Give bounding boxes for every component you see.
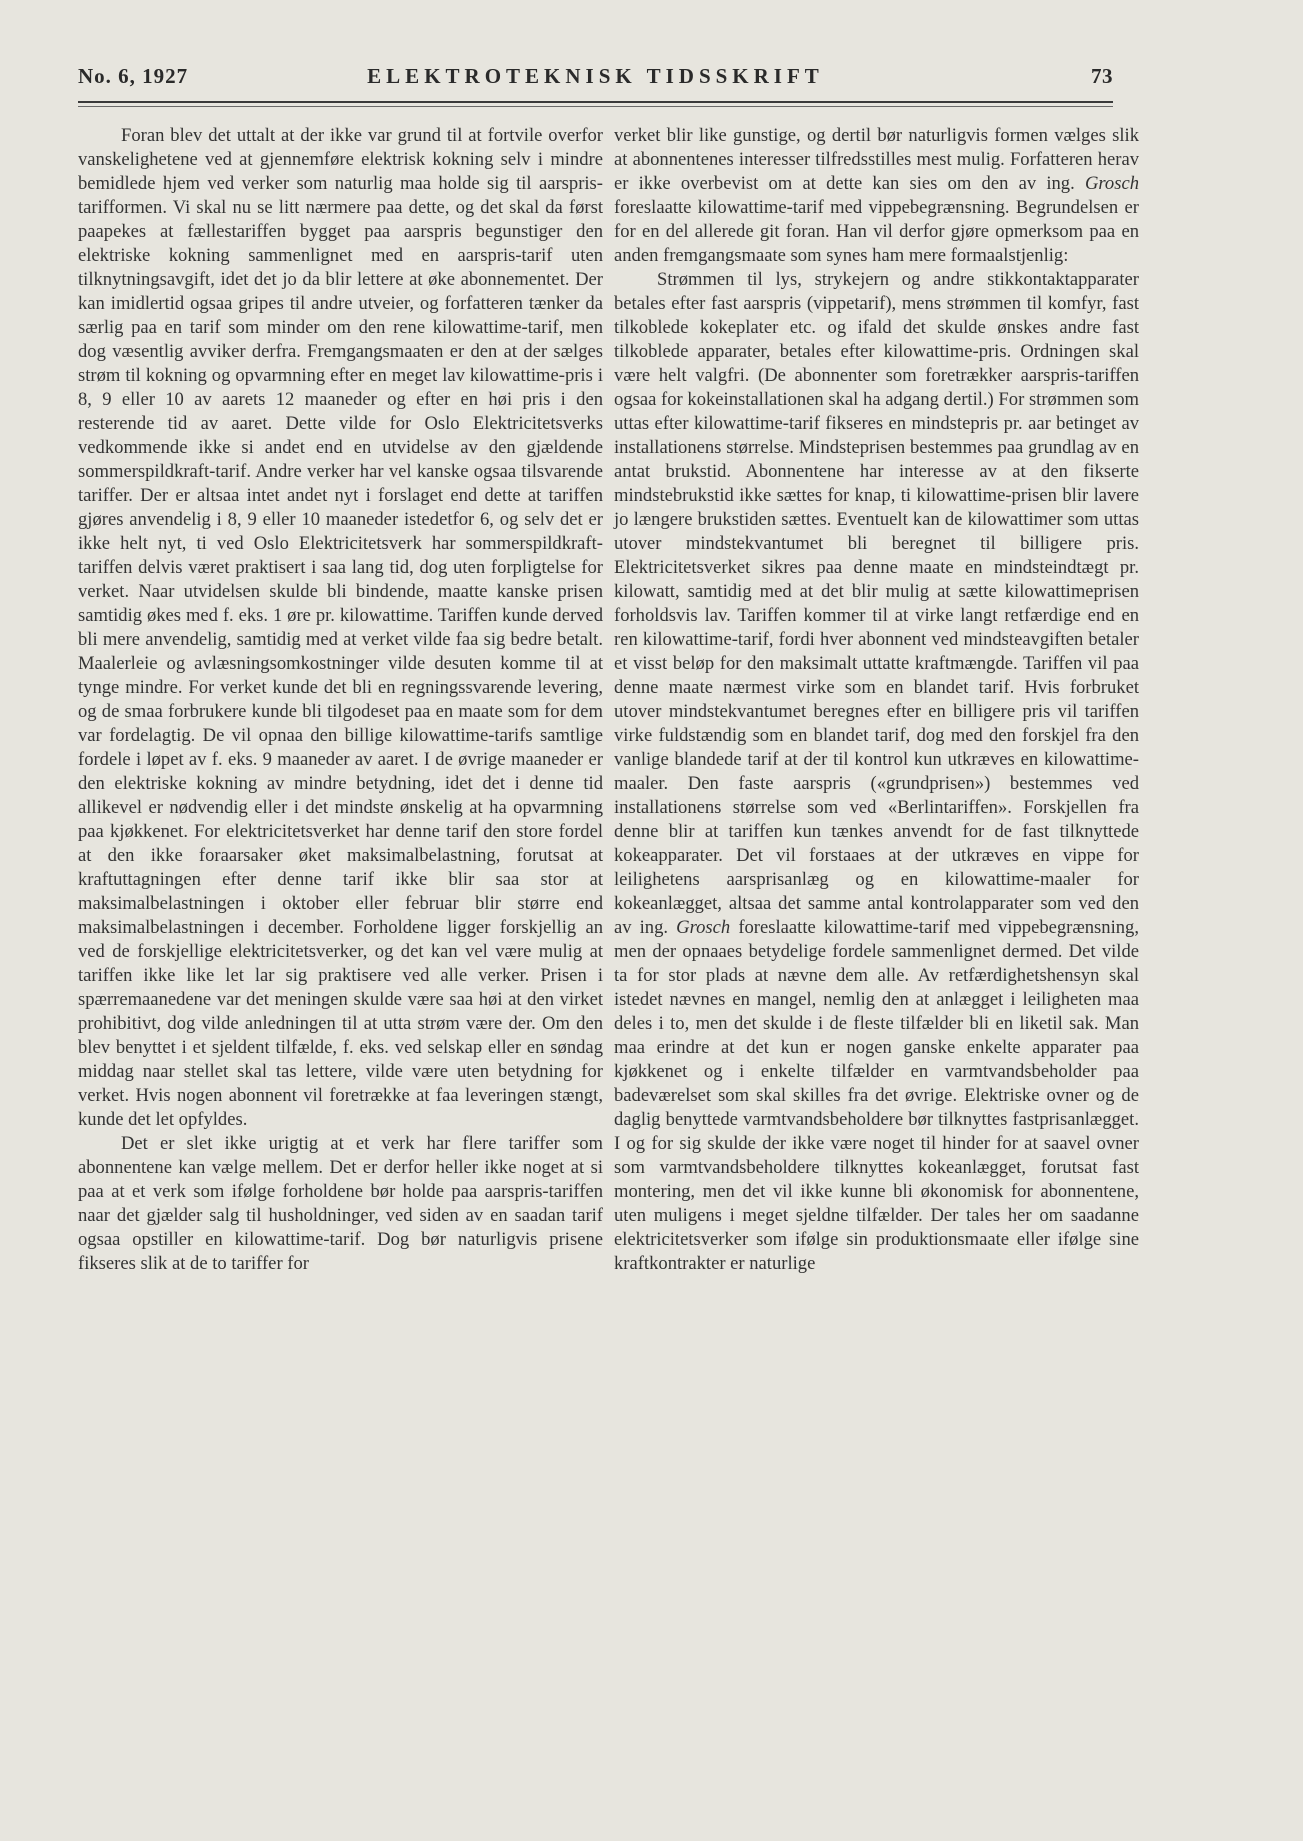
right-paragraph-1 bbox=[614, 124, 1139, 268]
left-column bbox=[78, 124, 603, 1276]
header-rule-thin bbox=[78, 106, 1113, 107]
right-p1-text-b: foreslaatte kilowattime-tarif med vippebegrænsning. Begrundelsen er for en del allerede git foran. Han vil derfor gjøre opmerksom paa en anden fremgangsmaate som synes ham mere formaalstjenlig: bbox=[614, 197, 1139, 266]
issue-number: No. 6, 1927 bbox=[78, 64, 189, 88]
page-number: 73 bbox=[1091, 64, 1113, 88]
left-paragraph-1: Foran blev det uttalt at der ikke var grund til at fortvile overfor vanskelighetene ved at gjennemføre elektrisk kokning selv i mindre bemidlede hjem ved verker som naturlig maa holde sig til aarspris-tarifformen. Vi skal nu se litt nærmere paa dette, og det skal da først paapekes at fællestariffen bygget paa aarspris begunstiger den elektriske kokning sammenlignet med en aarspris-tarif uten tilknytningsavgift, idet det jo da blir lettere at øke abonnementet. Der kan imidlertid ogsaa gripes til andre utveier, og forfatteren tænker da særlig paa en tarif som minder om den rene kilowattime-tarif, men dog væsentlig avviker derfra. Fremgangsmaaten er den at der sælges strøm til kokning og opvarmning efter en meget lav kilowattime-pris i 8, 9 eller 10 av aarets 12 maaneder og efter en høi pris i den resterende tid av aaret. Dette vilde for Oslo Elektricitetsverks vedkommende ikke si andet end en utvidelse av den gjældende sommerspildkraft-tarif. Andre verker har vel kanske ogsaa tilsvarende tariffer. Der er altsaa intet andet nyt i forslaget end dette at tariffen gjøres anvendelig i 8, 9 eller 10 maaneder istedetfor 6, og selv det er ikke helt nyt, ti ved Oslo Elektricitetsverk har sommerspildkraft-tariffen delvis været praktisert i saa lang tid, dog uten forpligtelse for verket. Naar utvidelsen skulde bli bindende, maatte kanske prisen samtidig økes med f. eks. 1 øre pr. kilowattime. Tariffen kunde derved bli mere anvendelig, samtidig med at verket vilde faa sig bedre betalt. Maalerleie og avlæsningsomkostninger vilde desuten komme til at tynge mindre. For verket kunde det bli en regningssvarende levering, og de smaa forbrukere kunde bli tilgodeset paa en maate som for dem var fordelagtig. De vil opnaa den billige kilowattime-tarifs samtlige fordele i løpet av f. eks. 9 maaneder av aaret. I de øvrige maaneder er den elektriske kokning av mindre betydning, idet det i denne tid allikevel er nødvendig eller i det mindste ønskelig at ha opvarmning paa kjøkkenet. For elektricitetsverket har denne tarif den store fordel at den ikke foraarsaker øket maksimalbelastning, forutsat at kraftuttagningen efter denne tarif ikke blir saa stor at maksimalbelastningen i oktober eller februar blir større end maksimalbelastningen i december. Forholdene ligger forskjellig an ved de forskjellige elektricitetsverker, og det kan vel være mulig at tariffen ikke like let lar sig praktisere ved alle verker. Prisen i spærremaanedene var det meningen skulde være saa høi at den virket prohibitivt, dog vilde anledningen til at utta strøm være der. Om den blev benyttet i et sjeldent tilfælde, f. eks. ved selskap eller en søndag middag naar stellet skal tas lettere, vilde være uten betydning for verket. Hvis nogen abonnent vil foretrække at faa leveringen stængt, kunde det let opfyldes. bbox=[78, 125, 603, 1130]
left-paragraph-2: Det er slet ikke urigtig at et verk har flere tariffer som abonnentene kan vælge mellem. Det er derfor heller ikke noget at si paa at et verk som ifølge forholdene bør holde paa aarspris-tariffen naar det gjælder salg til husholdninger, ved siden av en saadan tarif ogsaa opstiller en kilowattime-tarif. Dog bør naturligvis prisene fikseres slik at de to tariffer for bbox=[78, 1133, 603, 1274]
right-p2-text-a: Strømmen til lys, strykejern og andre stikkontaktapparater betales efter fast aarspris (vippetarif), mens strømmen til komfyr, fast tilkoblede kokeplater etc. og ifald det skulde ønskes andre fast tilkoblede apparater, betales efter kilowattime-pris. Ordningen skal være helt valgfri. (De abonnenter som foretrækker aarspris-tariffen ogsaa for kokeinstallationen skal ha adgang dertil.) For strømmen som uttas efter kilowattime-tarif fikseres en mindstepris pr. aar betinget av installationens størrelse. Mindsteprisen bestemmes paa grundlag av en antat brukstid. Abonnentene har interesse av at den fikserte mindstebrukstid ikke sættes for knap, ti kilowattime-prisen blir lavere jo længere brukstiden sættes. Eventuelt kan de kilowattimer som uttas utover mindstekvantumet bli beregnet til billigere pris. Elektricitetsverket sikres paa denne maate en mindsteindtægt pr. kilowatt, samtidig med at det blir mulig at sætte kilowattimeprisen forholdsvis lav. Tariffen kommer til at virke langt retfærdige end en ren kilowattime-tarif, fordi hver abonnent ved mindsteavgiften betaler et visst beløp for den maksimalt uttatte kraftmængde. Tariffen vil paa denne maate nærmest virke som en blandet tarif. Hvis forbruket utover mindstekvantumet beregnes efter en billigere pris vil tariffen virke fuldstændig som en blandet tarif, dog med den forskjel fra den vanlige blandede tarif at der til kontrol kun utkræves en kilowattime-maaler. Den faste aarspris («grundprisen») bestemmes ved installationens størrelse som ved «Berlintariffen». Forskjellen fra denne blir at tariffen kun tænkes anvendt for de fast tilknyttede kokeapparater. Det vil forstaaes at der utkræves en vippe for leilighetens aarsprisanlæg og en kilowattime-maaler for kokeanlægget, altsaa det samme antal kontrolapparater som ved den av ing. bbox=[614, 269, 1139, 938]
right-p2-text-b: foreslaatte kilowattime-tarif med vippebegrænsning, men der opnaaes betydelige fordele sammenlignet dermed. Det vilde ta for stor plads at nævne dem alle. Av retfærdighetshensyn skal istedet nævnes en mangel, nemlig den at anlægget i leiligheten maa deles i to, men det skulde i de fleste tilfælder bli en liketil sak. Man maa erindre at det kun er nogen ganske enkelte apparater paa kjøkkenet og i enkelte tilfælder en varmtvandsbeholder paa badeværelset som skal skilles fra det øvrige. Elektriske ovner og de daglig benyttede varmtvandsbeholdere bør tilknyttes fastprisanlægget. I og for sig skulde der ikke være noget til hinder for at saavel ovner som varmtvandsbeholdere tilknyttes kokeanlægget, forutsat fast montering, men det vil ikke kunne bli økonomisk for abonnentene, uten muligens i meget sjeldne tilfælder. Der tales her om saadanne elektricitetsverker som ifølge sin produktionsmaate eller ifølge sine kraftkontrakter er naturlige bbox=[614, 917, 1139, 1274]
right-column bbox=[614, 124, 1139, 1276]
page-header bbox=[78, 64, 1113, 94]
right-p1-text-a: verket blir like gunstige, og dertil bør naturligvis formen vælges slik at abonnentenes interesser tilfredsstilles mest mulig. Forfatteren herav er ikke overbevist om at dette kan sies om den av ing. bbox=[614, 125, 1139, 194]
author-name-grosch: Grosch bbox=[1084, 173, 1139, 194]
journal-title: ELEKTROTEKNISK TIDSSKRIFT bbox=[367, 64, 824, 88]
header-rule-thick bbox=[78, 101, 1113, 103]
right-paragraph-2 bbox=[614, 268, 1139, 1276]
author-name-grosch-2: Grosch bbox=[676, 917, 731, 938]
